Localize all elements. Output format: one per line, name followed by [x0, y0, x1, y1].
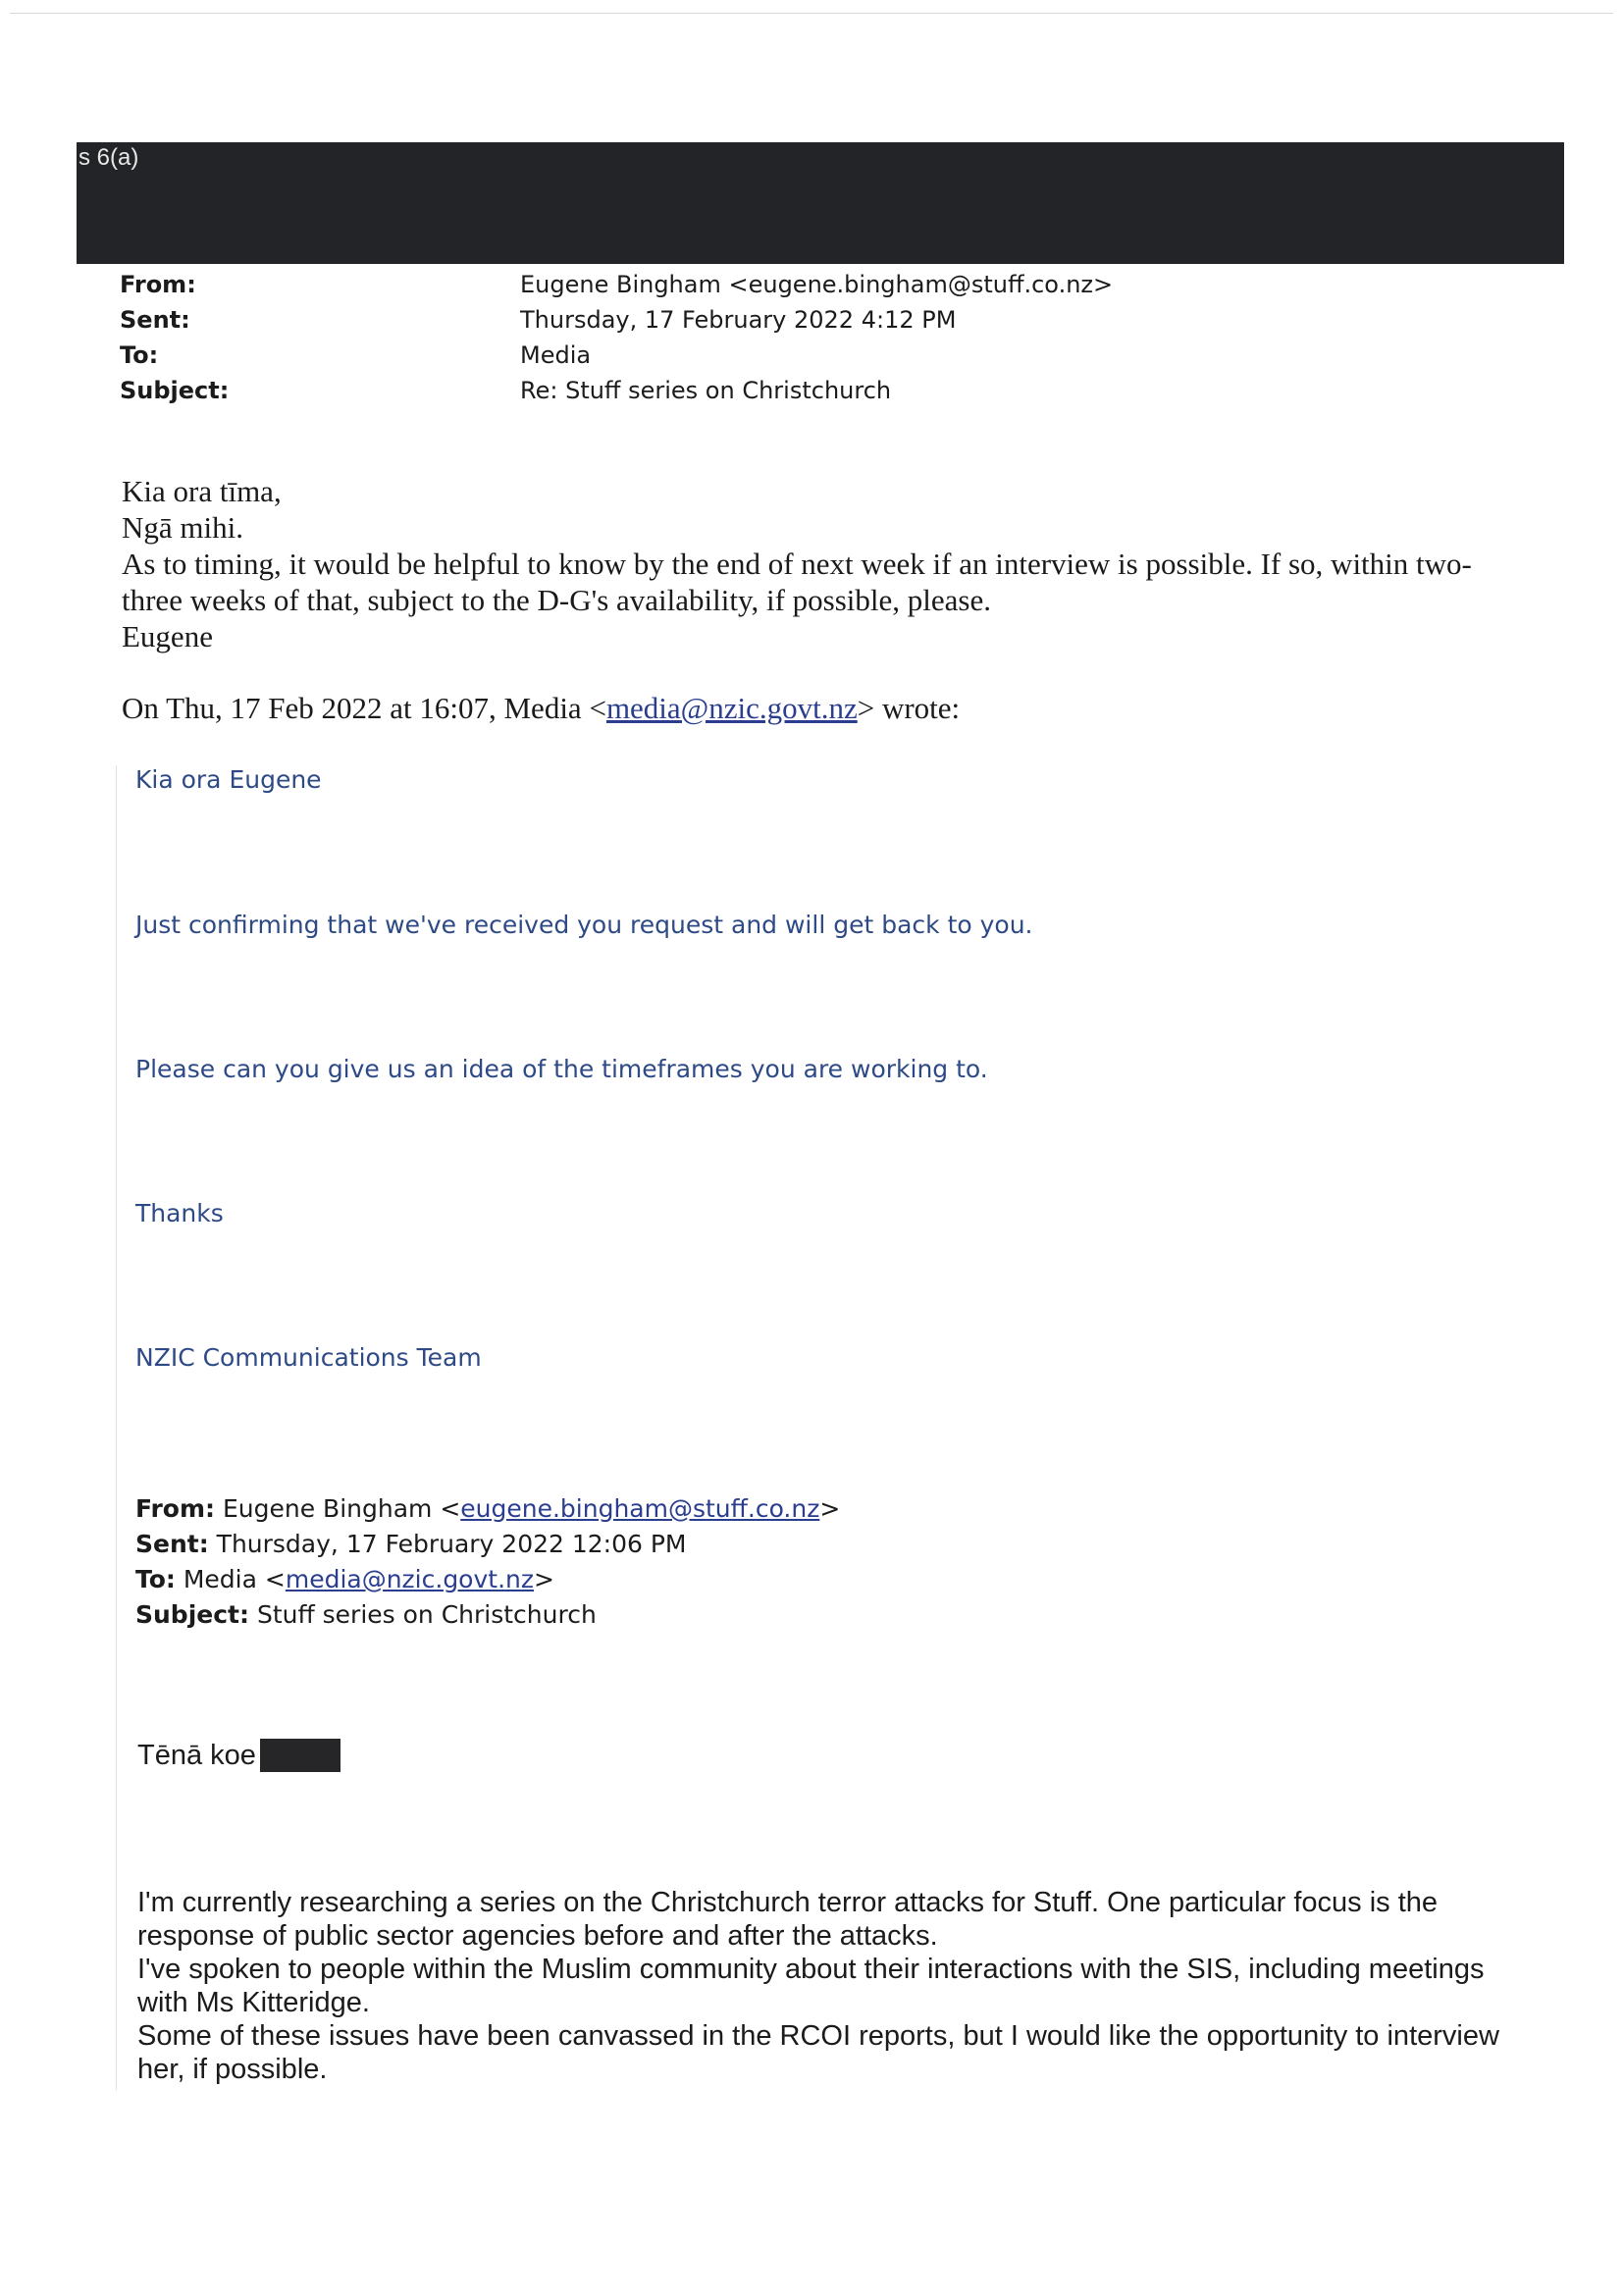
email-header [120, 267, 1395, 408]
fwd-subject-row [135, 1597, 840, 1633]
header-from-value: Eugene Bingham <eugene.bingham@stuff.co.nz> [520, 271, 1114, 298]
reply-line: Kia ora tīma, [122, 474, 282, 508]
forwarded-header [135, 1491, 840, 1633]
quoted-thanks: Thanks [135, 1199, 224, 1227]
header-sent-row [120, 302, 1395, 338]
original-line: I've spoken to people within the Muslim community about their interactions with the SIS, including meetings with Ms Kitteridge. [137, 1954, 1485, 2018]
original-line: Some of these issues have been canvassed in the RCOI reports, but I would like the opportunity to interview her, if possible. [137, 2020, 1499, 2085]
original-greeting [137, 1739, 340, 1772]
fwd-sent-row [135, 1527, 840, 1562]
header-subject-row [120, 373, 1395, 408]
attribution-email-link[interactable]: media@nzic.govt.nz [605, 691, 858, 725]
quote-border [116, 765, 117, 2090]
original-body [137, 1886, 1511, 2086]
fwd-to-row [135, 1562, 840, 1597]
fwd-from-row [135, 1491, 840, 1527]
header-from-label: From: [120, 271, 196, 298]
fwd-sent-value: Thursday, 17 February 2022 12:06 PM [216, 1530, 687, 1558]
fwd-from-close: > [819, 1494, 841, 1523]
redaction-block [77, 142, 1564, 264]
header-to-label: To: [120, 341, 159, 369]
original-greeting-text: Tēnā koe [137, 1739, 256, 1771]
name-redaction-block [260, 1739, 340, 1772]
reply-line: Ngā mihi. [122, 510, 243, 545]
fwd-from-label: From: [135, 1494, 216, 1523]
quote-attribution [122, 691, 960, 726]
fwd-subject-label: Subject: [135, 1600, 249, 1629]
reply-body [122, 473, 1495, 654]
fwd-subject-value: Stuff series on Christchurch [256, 1600, 597, 1629]
redaction-code-label: s 6(a) [79, 144, 139, 171]
reply-line: As to timing, it would be helpful to know by the end of next week if an interview is possible. If so, within two-three weeks of that, subject to the D-G's availability, if possible, please. [122, 547, 1472, 617]
header-from-row [120, 267, 1395, 302]
original-line: I'm currently researching a series on the Christchurch terror attacks for Stuff. One particular focus is the response of public sector agencies before and after the attacks. [137, 1887, 1439, 1952]
attribution-prefix: On Thu, 17 Feb 2022 at 16:07, Media < [122, 691, 606, 725]
header-subject-value: Re: Stuff series on Christchurch [520, 377, 892, 404]
quoted-line-timeframes: Please can you give us an idea of the timeframes you are working to. [135, 1055, 988, 1083]
page-top-rule [10, 13, 1613, 14]
fwd-sent-label: Sent: [135, 1530, 209, 1558]
fwd-to-email-link[interactable]: media@nzic.govt.nz [285, 1565, 534, 1593]
fwd-from-email-link[interactable]: eugene.bingham@stuff.co.nz [460, 1494, 820, 1523]
fwd-to-label: To: [135, 1565, 176, 1593]
fwd-to-close: > [534, 1565, 554, 1593]
fwd-to-name: Media < [183, 1565, 286, 1593]
header-to-row [120, 338, 1395, 373]
quoted-greeting: Kia ora Eugene [135, 765, 322, 794]
attribution-suffix: > wrote: [857, 691, 961, 725]
fwd-from-name: Eugene Bingham < [222, 1494, 461, 1523]
header-sent-label: Sent: [120, 306, 190, 334]
reply-signoff: Eugene [122, 619, 213, 653]
quoted-signature: NZIC Communications Team [135, 1343, 482, 1372]
quoted-line-confirm: Just confirming that we've received you request and will get back to you. [135, 911, 1033, 939]
header-subject-label: Subject: [120, 377, 230, 404]
header-sent-value: Thursday, 17 February 2022 4:12 PM [520, 306, 957, 334]
header-to-value: Media [520, 341, 592, 369]
